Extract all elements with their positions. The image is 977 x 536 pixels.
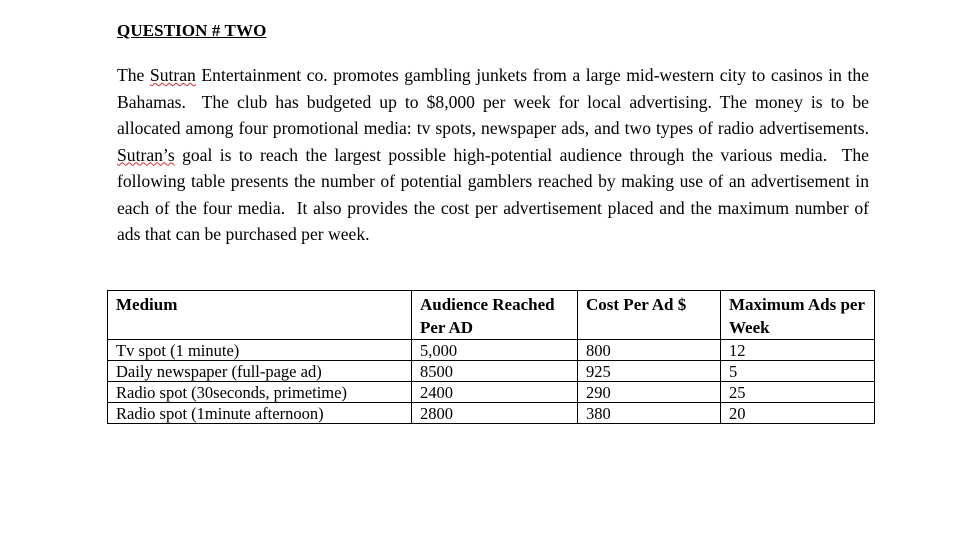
header-audience: Audience Reached Per AD [412, 291, 578, 340]
cell-audience: 5,000 [412, 340, 578, 361]
paragraph-text-2: Entertainment co. promotes gambling junkets from a large mid-western city to casinos in the Bahamas. The club has budgeted up to $8,000 per week for local advertising. The money is to be allocated among four promotional media: tv spots, newspaper ads, and two types of radio advertisements. [117, 65, 874, 138]
media-table [107, 290, 875, 424]
spellcheck-word-sutrans: Sutran’s [117, 144, 175, 165]
table-row [108, 361, 875, 382]
spellcheck-word-sutran: Sutran [149, 65, 196, 85]
cell-medium: Daily newspaper (full-page ad) [108, 361, 412, 382]
cell-max-ads: 5 [721, 361, 875, 382]
table-row [108, 340, 875, 361]
cell-max-ads: 20 [721, 403, 875, 424]
paragraph-text-3: goal is to reach the largest possible high-potential audience through the various media. The following table presents the number of potential gamblers reached by making use of an advertisement in each of the four media. It also provides the cost per advertisement placed and the maximum number of ads that can be purchased per week. [117, 144, 874, 244]
cell-cost: 380 [578, 403, 721, 424]
header-cost: Cost Per Ad $ [578, 291, 721, 340]
paragraph-text-1: The [117, 65, 150, 85]
cell-medium: Radio spot (1minute afternoon) [108, 403, 412, 424]
cell-max-ads: 12 [721, 340, 875, 361]
problem-statement [117, 62, 874, 248]
header-medium: Medium [108, 291, 412, 340]
question-heading: QUESTION # TWO [117, 21, 267, 40]
cell-cost: 925 [578, 361, 721, 382]
cell-audience: 8500 [412, 361, 578, 382]
cell-cost: 800 [578, 340, 721, 361]
cell-cost: 290 [578, 382, 721, 403]
cell-max-ads: 25 [721, 382, 875, 403]
cell-medium: Tv spot (1 minute) [108, 340, 412, 361]
cell-audience: 2400 [412, 382, 578, 403]
table-row [108, 382, 875, 403]
table-header-row [108, 291, 875, 340]
table-row [108, 403, 875, 424]
cell-medium: Radio spot (30seconds, primetime) [108, 382, 412, 403]
header-max-ads: Maximum Ads per Week [721, 291, 875, 340]
cell-audience: 2800 [412, 403, 578, 424]
